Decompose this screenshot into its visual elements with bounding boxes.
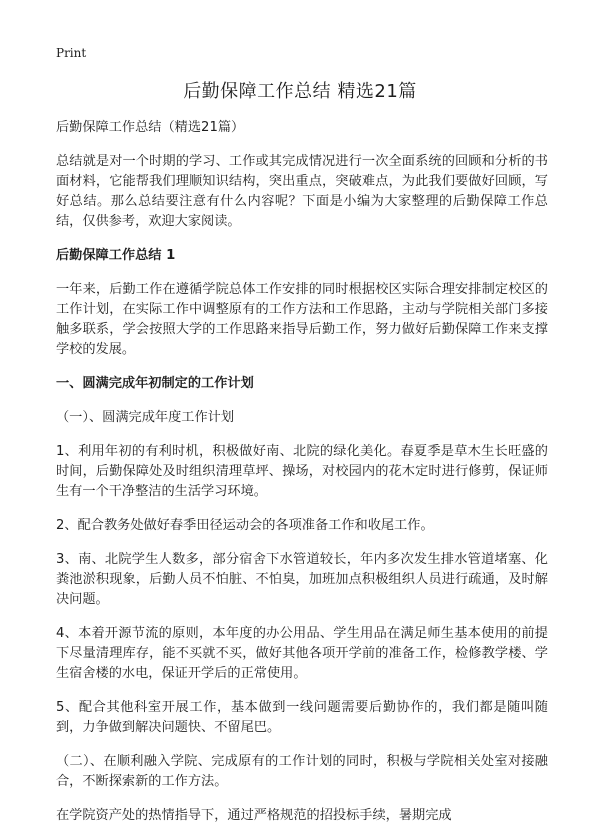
list-item-2: 2、配合教务处做好春季田径运动会的各项准备工作和收尾工作。 [56, 518, 434, 533]
list-item-5: 5、配合其他科室开展工作，基本做到一线问题需要后勤协作的，我们都是随叫随到，力争做到解决问题快、不留尾巴。 [56, 700, 548, 735]
section-1-intro: 一年来，后勤工作在遵循学院总体工作安排的同时根据校区实际合理安排制定校区的工作计划，在实际工作中调整原有的工作方法和工作思路，主动与学院相关部门多接触多联系，学会按照大学的工作思路来指导后勤工作，努力做好后勤保障工作来支撑学校的发展。 [56, 282, 548, 357]
intro-paragraph: 总结就是对一个时期的学习、工作或其完成情况进行一次全面系统的回顾和分析的书面材料，它能帮我们理顺知识结构，突出重点，突破难点，为此我们要做好回顾，写好总结。那么总结要注意有什么内容呢？下面是小编为大家整理的后勤保障工作总结，仅供参考，欢迎大家阅读。 [56, 154, 548, 229]
closing-paragraph: 在学院资产处的热情指导下，通过严格规范的招投标手续，暑期完成 [56, 808, 452, 823]
article-subtitle: 后勤保障工作总结（精选21篇） [56, 120, 245, 135]
section-heading-1: 后勤保障工作总结 1 [56, 248, 176, 263]
list-item-4: 4、本着开源节流的原则，本年度的办公用品、学生用品在满足师生基本使用的前提下尽量清理库存，能不买就不买，做好其他各项开学前的准备工作，检修教学楼、学生宿舍楼的水电，保证开学后的正常使用。 [56, 626, 548, 681]
list-item-3: 3、南、北院学生人数多，部分宿舍下水管道较长，年内多次发生排水管道堵塞、化粪池淤积现象，后勤人员不怕脏、不怕臭，加班加点积极组织人员进行疏通，及时解决问题。 [56, 552, 548, 607]
list-item-1: 1、利用年初的有利时机，积极做好南、北院的绿化美化。春夏季是草木生长旺盛的时间，后勤保障处及时组织清理草坪、操场，对校园内的花木定时进行修剪，保证师生有一个干净整洁的生活学习环境。 [56, 444, 548, 499]
article-body [56, 118, 548, 826]
part-1-subheading-1: （一）、圆满完成年度工作计划 [56, 410, 235, 425]
part-1-subheading-2: （二）、在顺利融入学院、完成原有的工作计划的同时，积极与学院相关处室对接融合，不断探索新的工作方法。 [56, 754, 548, 789]
page-title: 后勤保障工作总结 精选21篇 [183, 81, 417, 102]
part-1-heading: 一、圆满完成年初制定的工作计划 [56, 376, 254, 391]
print-link[interactable]: Print [56, 46, 87, 60]
